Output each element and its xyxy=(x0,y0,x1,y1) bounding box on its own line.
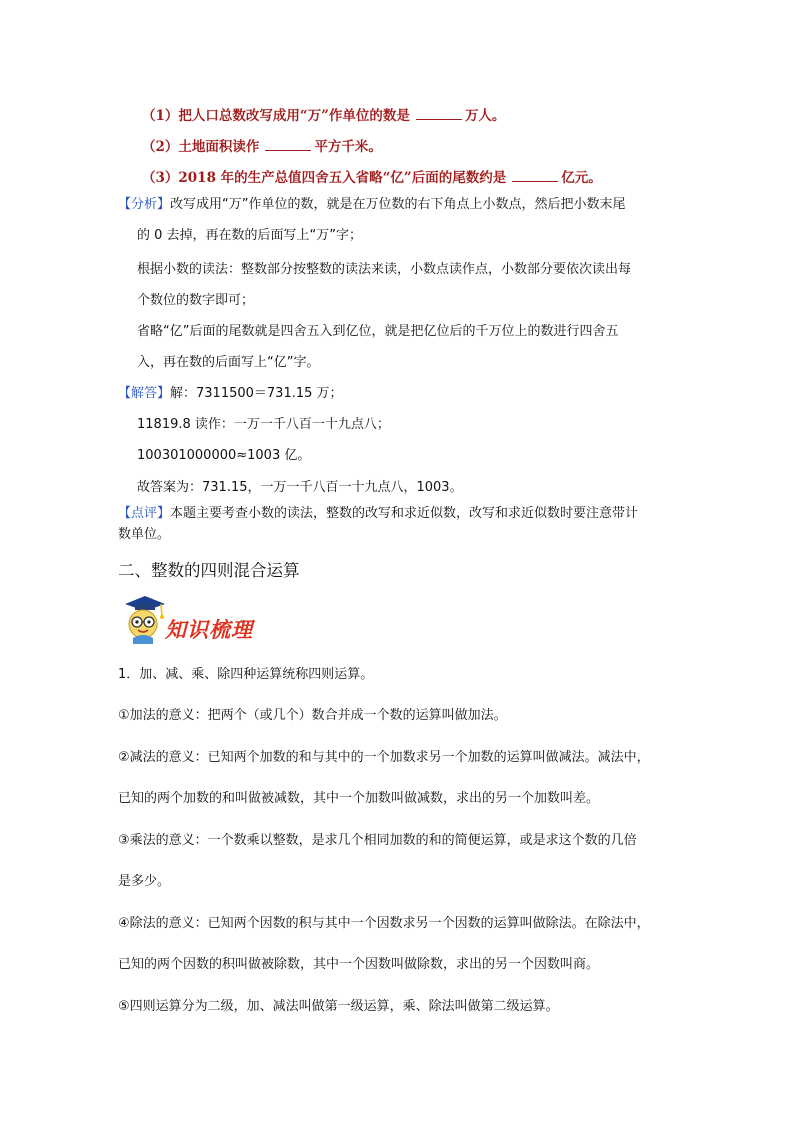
knowledge-line-4: 已知的两个加数的和叫做被减数，其中一个加数叫做减数，求出的另一个加数叫差。 xyxy=(118,791,600,806)
comment-tag: 【点评】 xyxy=(118,506,171,521)
question-2 xyxy=(142,135,382,155)
knowledge-line-6: 是多少。 xyxy=(118,874,171,889)
answer-text: 解：7311500＝731.15 万； xyxy=(170,386,343,401)
comment-text: 本题主要考查小数的读法，整数的改写和求近似数，改写和求近似数时要注意带计 xyxy=(170,506,639,521)
analysis-line-4: 个数位的数字即可； xyxy=(137,293,255,308)
answer-line-1 xyxy=(118,387,343,400)
analysis-line-2: 的 0 去掉，再在数的后面写上“万”字； xyxy=(137,228,363,243)
question-1 xyxy=(142,104,505,124)
question-1-text: （1）把人口总数改写成用“万”作单位的数是 xyxy=(142,108,410,124)
answer-line-3: 100301000000≈1003 亿。 xyxy=(137,448,311,463)
analysis-line-5: 省略“亿”后面的尾数就是四舍五入到亿位，就是把亿位后的千万位上的数进行四舍五 xyxy=(137,324,619,339)
knowledge-line-2: ①加法的意义：把两个（或几个）数合并成一个数的运算叫做加法。 xyxy=(118,708,507,723)
question-2-text: （2）土地面积读作 xyxy=(142,139,260,155)
knowledge-line-7: ④除法的意义：已知两个因数的积与其中一个因数求另一个因数的运算叫做除法。在除法中， xyxy=(118,916,650,931)
logo-text: 知识梳理 xyxy=(165,617,253,642)
knowledge-line-5: ③乘法的意义：一个数乘以整数，是求几个相同加数的和的简便运算，或是求这个数的几倍 xyxy=(118,833,637,848)
analysis-text: 改写成用“万”作单位的数，就是在万位数的右下角点上小数点，然后把小数末尾 xyxy=(170,197,626,212)
answer-blank xyxy=(265,138,311,151)
section-title: 二、整数的四则混合运算 xyxy=(118,561,300,580)
comment-line-1 xyxy=(118,507,638,520)
question-1-suffix: 万人。 xyxy=(464,108,506,124)
knowledge-line-1: 1．加、减、乘、除四种运算统称四则运算。 xyxy=(118,667,374,682)
analysis-line-3: 根据小数的读法：整数部分按整数的读法来读，小数点读作点，小数部分要依次读出每 xyxy=(137,262,632,277)
analysis-line-1 xyxy=(118,198,626,211)
answer-tag: 【解答】 xyxy=(118,386,171,401)
analysis-line-6: 入，再在数的后面写上“亿”字。 xyxy=(137,355,320,370)
question-2-suffix: 平方千米。 xyxy=(314,139,382,155)
answer-blank xyxy=(512,169,558,182)
comment-line-2: 数单位。 xyxy=(118,527,171,542)
knowledge-line-9: ⑤四则运算分为二级，加、减法叫做第一级运算，乘、除法叫做第二级运算。 xyxy=(118,999,559,1014)
knowledge-line-3: ②减法的意义：已知两个加数的和与其中的一个加数求另一个加数的运算叫做减法。减法中， xyxy=(118,750,650,765)
question-3-suffix: 亿元。 xyxy=(561,170,602,186)
answer-line-4: 故答案为：731.15，一万一千八百一十九点八，1003。 xyxy=(137,480,463,495)
analysis-tag: 【分析】 xyxy=(118,197,171,212)
cartoon-scholar-icon xyxy=(117,592,169,644)
question-3-text: （3）2018 年的生产总值四舍五入省略“亿”后面的尾数约是 xyxy=(142,170,507,186)
answer-line-2: 11819.8 读作：一万一千八百一十九点八； xyxy=(137,417,390,432)
knowledge-line-8: 已知的两个因数的积叫做被除数，其中一个因数叫做除数，求出的另一个因数叫商。 xyxy=(118,957,600,972)
question-3 xyxy=(142,166,602,186)
knowledge-logo xyxy=(117,592,267,644)
answer-blank xyxy=(416,107,462,120)
